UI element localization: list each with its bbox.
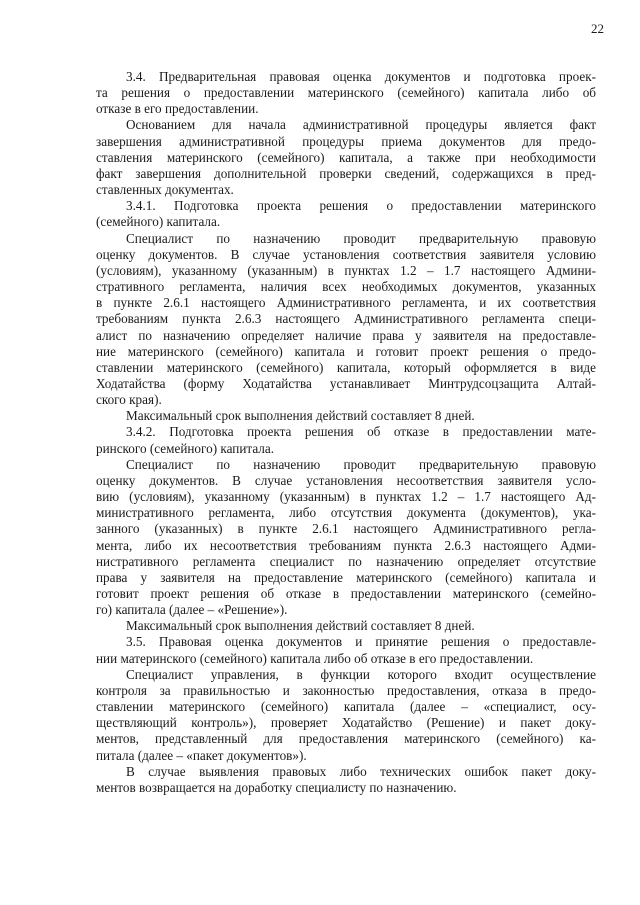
text-line: го) капитала (далее – «Решение»). [96, 602, 288, 618]
text-line: ментов возвращается на доработку специалисту по назначению. [96, 779, 457, 795]
text-line: 3.4.2. Подготовка проекта решения об отказе в предоставлении мате- [126, 424, 596, 440]
text-line: мента, либо их несоответствия требованиям пункта 2.6.3 настоящего Адми- [96, 537, 596, 553]
text-line: та решения о предоставлении материнского (семейного) капитала либо об [96, 85, 596, 101]
text-line: ставленных документах. [96, 182, 234, 198]
text-line: отказе в его предоставлении. [96, 101, 259, 117]
text-line: контроля за правильностью и законностью предоставления, отказа в предо- [96, 682, 596, 698]
paragraph [96, 198, 596, 230]
text-line: ние материнского (семейного) капитала и готовит проект решения о предо- [96, 343, 596, 359]
text-line: ментов, представленный для предоставления материнского (семейного) ка- [96, 731, 596, 747]
text-line: оценку документов. В случае установления несоответствия заявителя усло- [96, 472, 596, 488]
text-line: Специалист по назначению проводит предварительную правовую [126, 456, 596, 472]
paragraph [96, 634, 596, 666]
text-line: готовит проект решения об отказе в предоставлении материнского (семейно- [96, 586, 596, 601]
text-line: 3.5. Правовая оценка документов и принятие решения о предоставле- [126, 634, 596, 650]
text-line: алист по назначению определяет наличие права у заявителя на предоставле- [96, 327, 596, 343]
text-line: Максимальный срок выполнения действий составляет 8 дней. [126, 408, 475, 424]
text-line: Ходатайства (форму Ходатайства устанавливает Минтрудсоцзащита Алтай- [96, 375, 596, 391]
paragraph [96, 618, 596, 634]
text-line: в пункте 2.6.1 настоящего Административного регламента, и их соответствия [96, 295, 596, 311]
text-line: ставления материнского (семейного) капитала, а также при необходимости [96, 149, 596, 165]
text-line: нистративного регламента специалист по назначению определяет отсутствие [96, 553, 596, 569]
paragraph [96, 69, 596, 117]
text-line: ского края). [96, 392, 162, 408]
text-line: нии материнского (семейного) капитала либо об отказе в его предоставлении. [96, 650, 534, 666]
text-line: 3.4. Предварительная правовая оценка документов и подготовка проек- [126, 69, 596, 84]
text-line: (семейного) капитала. [96, 214, 221, 230]
text-line: ществляющий контроль»), проверяет Ходатайство (Решение) и пакет доку- [96, 715, 596, 731]
paragraph [96, 117, 596, 198]
text-line: права у заявителя на предоставление материнского (семейного) капитала и [96, 569, 596, 585]
paragraph [96, 457, 596, 619]
page-number: 22 [591, 21, 604, 36]
text-line: ставлении материнского (семейного) капитала, который оформляется в виде [96, 359, 596, 375]
text-line: В случае выявления правовых либо технических ошибок пакет доку- [126, 763, 596, 779]
text-line: Основанием для начала административной процедуры является факт [126, 117, 596, 133]
text-line: Специалист управления, в функции которого входит осуществление [126, 666, 596, 682]
text-line: стративного регламента, наличия всех необходимых документов, указанных [96, 279, 596, 295]
paragraph [96, 764, 596, 796]
paragraph [96, 667, 596, 764]
text-line: требованиям пункта 2.6.3 настоящего Административного регламента специ- [96, 311, 596, 327]
text-line: ринского (семейного) капитала. [96, 440, 275, 456]
text-line: Специалист по назначению проводит предварительную правовую [126, 230, 596, 246]
text-line: факт завершения дополнительной проверки сведений, содержащихся в пред- [96, 165, 596, 181]
paragraph [96, 424, 596, 456]
text-line: ставлении материнского (семейного) капитала (далее – «специалист, осу- [96, 699, 596, 715]
paragraph [96, 408, 596, 424]
text-line: 3.4.1. Подготовка проекта решения о предоставлении материнского [126, 198, 596, 214]
text-line: оценку документов. В случае установления соответствия заявителя условию [96, 246, 596, 262]
text-line: Максимальный срок выполнения действий составляет 8 дней. [126, 618, 475, 634]
text-line: занного (указанных) в пункте 2.6.1 настоящего Административного регла- [96, 521, 596, 537]
text-line: (условиям), указанному (указанным) в пунктах 1.2 – 1.7 настоящего Админи- [96, 262, 596, 278]
text-line: вию (условиям), указанному (указанным) в пунктах 1.2 – 1.7 настоящего Ад- [96, 489, 596, 505]
text-line: завершения административной процедуры приема документов для предо- [96, 133, 596, 149]
text-line: министративного регламента, либо отсутствия документа (документов), ука- [96, 505, 596, 521]
paragraph [96, 231, 596, 409]
document-body [96, 69, 596, 796]
text-line: питала (далее – «пакет документов»). [96, 747, 307, 763]
